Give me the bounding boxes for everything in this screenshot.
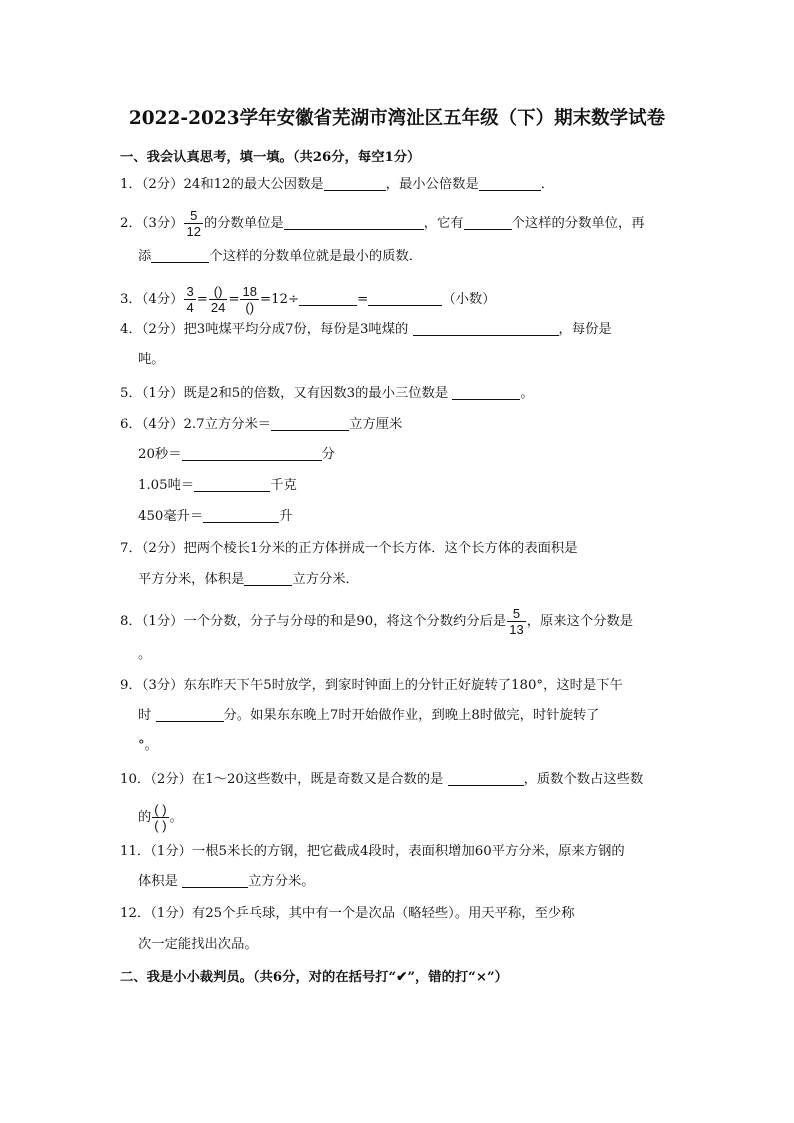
q3-fraction-3-numerator: 18 <box>242 284 257 299</box>
q3-fraction-3 <box>240 284 258 315</box>
question-7 <box>120 539 578 559</box>
q2-text-a: 2．（3分） <box>120 216 184 231</box>
q8-fraction <box>507 606 525 637</box>
q3-fraction-2-denominator: 24 <box>210 300 226 315</box>
q8-fraction-denominator: 13 <box>509 622 524 637</box>
question-2 <box>120 208 645 239</box>
question-10-line-2 <box>138 802 183 833</box>
q10-text-b: ，质数个数占这些数 <box>523 772 644 787</box>
q2-text-c: ，它有 <box>423 216 464 231</box>
q6-l4-text-b: 升 <box>279 509 293 524</box>
q6-l4-text-a: 450毫升＝ <box>138 509 204 524</box>
question-8-line-2 <box>138 645 151 665</box>
section1-header: 一、我会认真思考，填一填。（共26分，每空1分） <box>120 150 421 165</box>
question-8 <box>120 606 633 637</box>
q8-text-a: 8．（1分）一个分数，分子与分母的和是90，将这个分数约分后是 <box>120 614 507 629</box>
q11-text-b: 体积是 <box>138 874 178 889</box>
q1-text-a: 1．（2分）24和12的最大公因数是 <box>120 177 324 192</box>
q1-text-b: ，最小公倍数是 <box>385 177 479 192</box>
q9-text-a: 9．（3分）东东昨天下午5时放学，到家时钟面上的分针正好旋转了180°，这时是下午 <box>120 678 623 693</box>
q3-fraction-2 <box>209 284 227 315</box>
q6-text-a: 6．（4分）2.7立方分米＝ <box>120 417 272 432</box>
q2-blank-1[interactable] <box>284 215 424 230</box>
q2-text-b: 的分数单位是 <box>203 216 284 231</box>
q11-blank-1[interactable] <box>182 873 248 888</box>
q8-fraction-numerator: 5 <box>507 606 525 622</box>
q6-l2-text-a: 20秒＝ <box>138 447 182 462</box>
exam-title: 2022-2023学年安徽省芜湖市湾沚区五年级（下）期末数学试卷 <box>128 108 666 129</box>
q6-l3-text-b: 千克 <box>270 478 297 493</box>
q5-text-b: 。 <box>520 386 534 401</box>
question-12-line-2 <box>138 935 258 955</box>
q12-text-b: 次一定能找出次品。 <box>138 937 258 952</box>
q11-text-a: 11．（1分）一根5米长的方钢，把它截成4段时，表面积增加60平方分米，原来方钢的 <box>120 844 625 859</box>
question-2-line-2 <box>138 247 422 267</box>
q6-blank-2[interactable] <box>182 446 322 461</box>
question-6 <box>120 415 402 435</box>
q4-text-b: ，每份是 <box>558 322 612 337</box>
q2-fraction-numerator: 5 <box>184 208 202 224</box>
q2-blank-2[interactable] <box>464 215 512 230</box>
q9-text-c: 分。如果东东晚上7时开始做作业，到晚上8时做完，时针旋转了 <box>223 708 600 723</box>
q9-blank-1[interactable] <box>156 707 224 722</box>
q8-text-c: 。 <box>138 647 152 662</box>
question-10 <box>120 770 643 790</box>
q6-blank-1[interactable] <box>271 416 349 431</box>
question-11 <box>120 842 625 862</box>
q7-text-b: 平方分米，体积是 <box>138 572 245 587</box>
q8-text-b: ，原来这个分数是 <box>526 614 634 629</box>
q7-text-c: 立方分米． <box>292 572 359 587</box>
q12-text-a: 12．（1分）有25个乒乓球，其中有一个是次品（略轻些）。用天平称，至少称 <box>120 906 575 921</box>
q1-text-c: ． <box>540 177 555 192</box>
q10-text-d: 。 <box>169 810 183 825</box>
q2-fraction <box>184 208 202 239</box>
question-6-line-2 <box>138 445 335 465</box>
q10-fraction <box>152 802 168 833</box>
q6-blank-3[interactable] <box>194 477 270 492</box>
question-9-line-3 <box>138 736 158 756</box>
q3-equals-2: = <box>228 292 240 307</box>
q5-text-a: 5．（1分）既是2和5的倍数，又有因数3的最小三位数是 <box>120 386 449 401</box>
question-4-line-2 <box>138 350 165 370</box>
question-5 <box>120 384 534 404</box>
q3-text-d: （小数） <box>442 292 496 307</box>
q7-text-a: 7．（2分）把两个棱长1分米的正方体拼成一个长方体．这个长方体的表面积是 <box>120 541 578 556</box>
q3-fraction-1-numerator: 3 <box>186 284 194 299</box>
q9-text-b: 时 <box>138 708 152 723</box>
q7-blank-1[interactable] <box>244 571 292 586</box>
q6-l3-text-a: 1.05吨＝ <box>138 478 195 493</box>
q9-text-d: °。 <box>138 738 158 753</box>
q3-text-c: = <box>357 292 369 307</box>
q5-blank-1[interactable] <box>452 385 520 400</box>
question-6-line-3 <box>138 476 297 496</box>
question-1 <box>120 175 554 195</box>
q10-fraction-numerator[interactable]: ( ) <box>154 802 167 817</box>
section2-header: 二、我是小小裁判员。（共6分，对的在括号打“✔”，错的打“×”） <box>120 970 508 985</box>
q3-fraction-3-denominator[interactable]: () <box>245 300 255 315</box>
q1-blank-1[interactable] <box>324 176 386 191</box>
question-3 <box>120 284 496 315</box>
question-6-line-4 <box>138 507 293 527</box>
q3-blank-1[interactable] <box>299 291 357 306</box>
q2-text-e: 添 <box>138 249 152 264</box>
question-7-line-2 <box>138 570 359 590</box>
question-11-line-2 <box>138 872 315 892</box>
q4-text-a: 4．（2分）把3吨煤平均分成7份，每份是3吨煤的 <box>120 322 409 337</box>
q10-fraction-denominator[interactable]: ( ) <box>154 818 167 833</box>
q3-equals-1: = <box>196 292 208 307</box>
q3-text-b: =12÷ <box>259 292 300 307</box>
q6-text-b: 立方厘米 <box>349 417 403 432</box>
question-4 <box>120 320 612 340</box>
q4-blank-1[interactable] <box>413 321 559 336</box>
q3-blank-2[interactable] <box>368 291 442 306</box>
q6-blank-4[interactable] <box>203 508 279 523</box>
question-9 <box>120 676 623 696</box>
q2-fraction-denominator: 12 <box>186 224 201 239</box>
q10-blank-1[interactable] <box>448 771 524 786</box>
q4-text-c: 吨。 <box>138 352 165 367</box>
question-12 <box>120 904 575 924</box>
q10-text-c: 的 <box>138 810 152 825</box>
q3-text-a: 3．（4分） <box>120 292 184 307</box>
q3-fraction-1-denominator: 4 <box>186 300 194 315</box>
q2-text-f: 个这样的分数单位就是最小的质数． <box>209 249 423 264</box>
q11-text-c: 立方分米。 <box>248 874 315 889</box>
q2-text-d: 个这样的分数单位，再 <box>511 216 645 231</box>
question-9-line-2 <box>138 706 599 726</box>
q6-l2-text-b: 分 <box>321 447 335 462</box>
q10-text-a: 10．（2分）在1～20这些数中，既是奇数又是合数的是 <box>120 772 444 787</box>
q2-blank-3[interactable] <box>151 248 209 263</box>
q3-fraction-1 <box>184 284 195 315</box>
q3-fraction-2-numerator[interactable]: () <box>209 284 227 300</box>
q1-blank-2[interactable] <box>479 176 541 191</box>
